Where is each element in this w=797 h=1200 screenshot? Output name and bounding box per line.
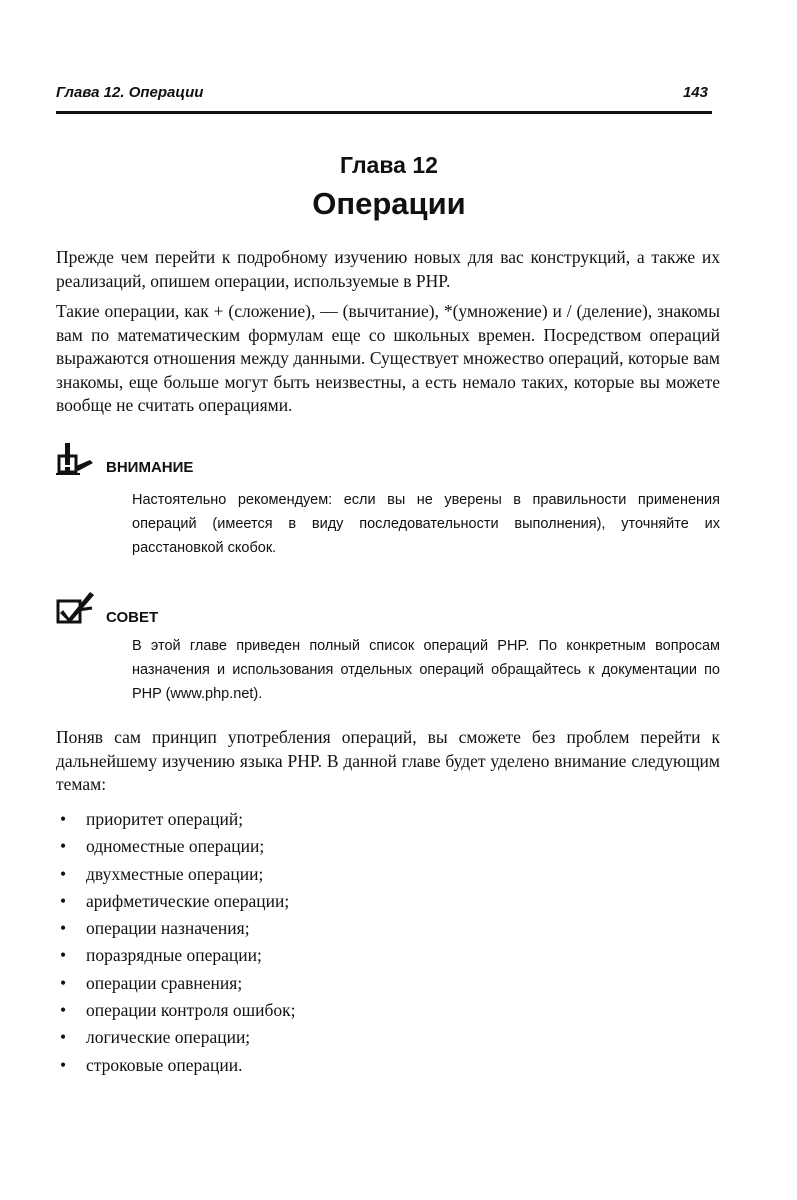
tip-icon	[56, 590, 96, 626]
attention-icon	[56, 440, 96, 476]
list-item: • логические операции;	[56, 1024, 656, 1051]
list-item: • операции назначения;	[56, 915, 656, 942]
attention-heading: ВНИМАНИЕ	[106, 459, 194, 476]
chapter-title: Операции	[312, 186, 466, 221]
chapter-label: Глава 12	[340, 152, 438, 178]
list-item: • строковые операции.	[56, 1052, 656, 1079]
running-header	[56, 84, 712, 106]
list-item: • поразрядные операции;	[56, 942, 656, 969]
topics-intro-paragraph: Поняв сам принцип употребления операций, вы сможете без проблем перейти к дальнейшему изучению языка PHP. В данной главе будет уделено внимание следующим темам:	[56, 727, 720, 794]
tip-heading: СОВЕТ	[106, 609, 159, 626]
list-item: • арифметические операции;	[56, 888, 656, 915]
list-item: • операции сравнения;	[56, 970, 656, 997]
bullet-icon: •	[60, 918, 67, 939]
operations-paragraph: Такие операции, как + (сложение), — (вычитание), *(умножение) и / (деление), знакомы вам по математическим формулам еще со школьных времен. Посредством операций выражаются отношения между данными. Существует множество операций, которые вам знакомы, еще больше могут быть неизвестны, а есть немало таких, которые вы можете вообще не считать операциями.	[56, 301, 720, 415]
list-item: • приоритет операций;	[56, 806, 656, 833]
list-item: • двухместные операции;	[56, 861, 656, 888]
tip-text: В этой главе приведен полный список операций PHP. По конкретным вопросам назначения и использования отдельных операций обращайтесь к документации по PHP (www.php.net).	[132, 638, 720, 702]
bullet-icon: •	[60, 863, 67, 884]
bullet-icon: •	[60, 809, 67, 829]
attention-text: Настоятельно рекомендуем: если вы не уверены в правильности применения операций (имеется в виду последовательности выполнения), уточняйте их расстановкой скобок.	[132, 492, 720, 556]
topics-list	[56, 806, 656, 1079]
bullet-icon: •	[60, 945, 67, 966]
bullet-icon: •	[60, 1054, 67, 1075]
bullet-icon: •	[60, 1027, 67, 1048]
bullet-icon: •	[60, 972, 67, 993]
bullet-icon: •	[60, 836, 67, 857]
bullet-icon: •	[60, 1000, 67, 1021]
header-rule	[56, 111, 712, 114]
intro-paragraph: Прежде чем перейти к подробному изучению новых для вас конструкций, а также их реализаций, опишем операции, используемые в PHP.	[56, 247, 720, 291]
list-item: • одноместные операции;	[56, 833, 656, 860]
page-number: 143	[682, 84, 708, 101]
list-item: • операции контроля ошибок;	[56, 997, 656, 1024]
running-title: Глава 12. Операции	[56, 84, 204, 101]
bullet-icon: •	[60, 890, 67, 911]
